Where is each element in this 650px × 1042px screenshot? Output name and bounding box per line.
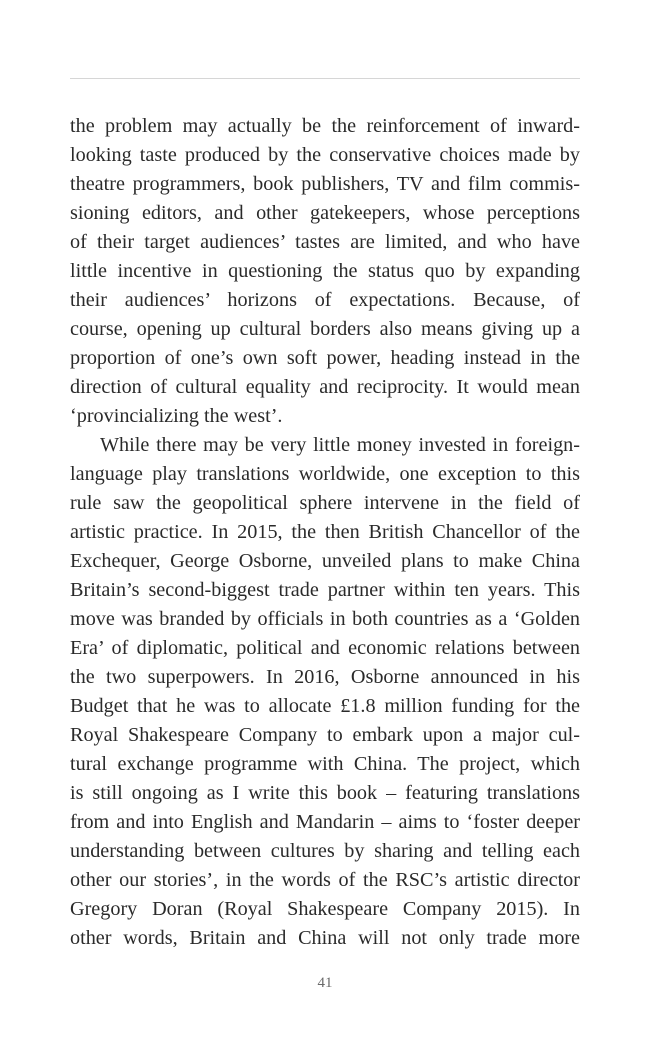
text-line: their audiences’ horizons of expectations. Because, of — [70, 289, 580, 311]
text-line: Britain’s second-biggest trade partner within ten years. This — [70, 579, 580, 601]
text-line: sioning editors, and other gatekeepers, whose perceptions — [70, 202, 580, 224]
text-line: understanding between cultures by sharing and telling each — [70, 840, 580, 862]
text-line: Budget that he was to allocate £1.8 million funding for the — [70, 695, 580, 717]
text-line: While there may be very little money invested in foreign- — [100, 434, 580, 456]
text-line: of their target audiences’ tastes are limited, and who have — [70, 231, 580, 253]
text-line: little incentive in questioning the status quo by expanding — [70, 260, 580, 282]
page-number: 41 — [317, 975, 333, 991]
text-line: artistic practice. In 2015, the then British Chancellor of the — [70, 521, 580, 543]
text-line: looking taste produced by the conservative choices made by — [70, 144, 580, 166]
text-line: rule saw the geopolitical sphere intervene in the field of — [70, 492, 580, 514]
header-rule — [70, 78, 580, 79]
text-line: course, opening up cultural borders also means giving up a — [70, 318, 580, 340]
text-line: proportion of one’s own soft power, heading instead in the — [70, 347, 580, 369]
text-line: language play translations worldwide, one exception to this — [70, 463, 580, 485]
text-line: other words, Britain and China will not only trade more — [70, 927, 580, 949]
text-line: move was branded by officials in both countries as a ‘Golden — [70, 608, 580, 630]
text-line: from and into English and Mandarin – aims to ‘foster deeper — [70, 811, 580, 833]
text-line: tural exchange programme with China. The project, which — [70, 753, 580, 775]
text-line: Era’ of diplomatic, political and economic relations between — [70, 637, 580, 659]
text-line: the problem may actually be the reinforcement of inward- — [70, 115, 580, 137]
text-line: Gregory Doran (Royal Shakespeare Company 2015). In — [70, 898, 580, 920]
text-line: Royal Shakespeare Company to embark upon a major cul- — [70, 724, 580, 746]
text-line: direction of cultural equality and reciprocity. It would mean — [70, 376, 580, 398]
text-line: other our stories’, in the words of the RSC’s artistic director — [70, 869, 580, 891]
text-line: is still ongoing as I write this book – featuring translations — [70, 782, 580, 804]
text-line: the two superpowers. In 2016, Osborne announced in his — [70, 666, 580, 688]
text-line: theatre programmers, book publishers, TV and film commis- — [70, 173, 580, 195]
text-line: ‘provincializing the west’. — [70, 405, 283, 427]
body-text — [70, 112, 580, 953]
text-line: Exchequer, George Osborne, unveiled plans to make China — [70, 550, 580, 572]
